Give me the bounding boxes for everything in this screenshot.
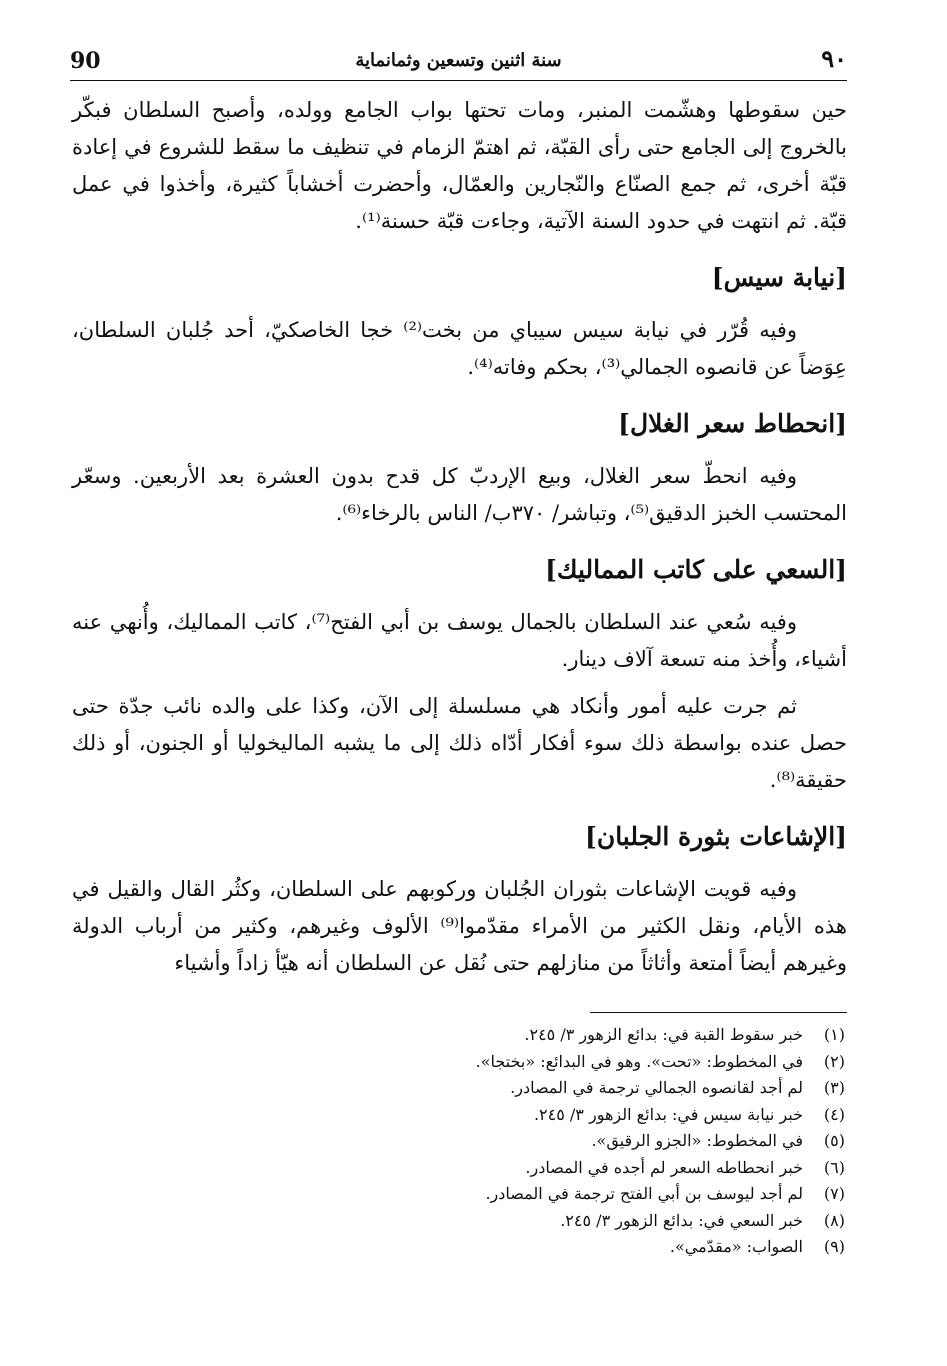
footnote-text: خبر نيابة سيس في: بدائع الزهور ٣/ ٢٤٥. bbox=[533, 1104, 803, 1124]
footnote-number: (٨) bbox=[823, 1210, 845, 1230]
footnote-text: لم أجد لقانصوه الجمالي ترجمة في المصادر. bbox=[510, 1078, 803, 1097]
heading-mamluk-scribe: [السعي على كاتب المماليك] bbox=[545, 555, 847, 584]
footnote-divider bbox=[590, 1012, 847, 1013]
footnote bbox=[100, 1234, 847, 1261]
footnote bbox=[100, 1049, 847, 1076]
footnote-number: (٧) bbox=[823, 1184, 845, 1203]
footnote-number: (٦) bbox=[823, 1157, 845, 1177]
page-header bbox=[70, 40, 847, 81]
heading-sis-governorship: [نيابة سيس] bbox=[711, 263, 847, 292]
paragraph-sis-governorship: وفيه قُرّر في نيابة سيس سيباي من بخت⁽²⁾ خجا الخاصكيّ، أحد جُلبان السلطان، عِوَضاً عن قانصوه الجمالي⁽³⁾، بحكم وفاته⁽⁴⁾. bbox=[72, 318, 847, 379]
page-number-arabic: ٩٠ bbox=[821, 44, 847, 73]
footnote bbox=[100, 1075, 847, 1102]
footnote-number: (٩) bbox=[823, 1237, 845, 1256]
main-text bbox=[72, 92, 847, 982]
paragraph-julban-revolt: وفيه قويت الإشاعات بثوران الجُلبان وركوبهم على السلطان، وكثُر القال والقيل في هذه الأيام، ونقل الكثير من الأمراء مقدّموا⁽⁹⁾ الألوف وغيرهم، وكثير من أرباب الدولة وغيرهم أيضاً أمتعة وأثاثاً من منازلهم حتى نُقل عن السلطان أنه هيّأ زاداً وأشياء bbox=[72, 877, 847, 975]
heading-grain-price-drop: [انحطاط سعر الغلال] bbox=[618, 409, 847, 438]
heading-julban-revolt: [الإشاعات بثورة الجلبان] bbox=[585, 822, 847, 851]
footnote bbox=[100, 1022, 847, 1049]
running-title: سنة اثنين وتسعين وثمانماية bbox=[355, 50, 562, 71]
footnotes-list bbox=[100, 1022, 847, 1261]
footnote-text: خبر سقوط القبة في: بدائع الزهور ٣/ ٢٤٥. bbox=[524, 1025, 803, 1044]
paragraph-misfortunes: ثم جرت عليه أمور وأنكاد هي مسلسلة إلى الآن، وكذا على والده نائب جدّة حتى حصل عنده بواسطة ذلك سوء أفكار أدّاه ذلك إلى ما يشبه الماليخوليا أو الجنون، أو ذلك حقيقة⁽⁸⁾. bbox=[72, 694, 847, 792]
footnote-number: (٢) bbox=[823, 1051, 845, 1071]
footnote-number: (٥) bbox=[823, 1131, 845, 1150]
footnote-number: (٤) bbox=[823, 1104, 845, 1124]
paragraph-dome-collapse: حين سقوطها وهشّمت المنبر، ومات تحتها بواب الجامع وولده، وأصبح السلطان فبكّر بالخروج إلى الجامع حتى رأى القبّة، ثم اهتمّ الزمام في تنظيف ما سقط للشروع في إعادة قبّة أخرى، ثم جمع الصنّاع والنّجارين والعمّال، وأحضرت أخشاباً كثيرة، وأخذوا في عمل قبّة. ثم انتهت في حدود السنة الآتية، وجاءت قبّة حسنة⁽¹⁾. bbox=[72, 98, 847, 233]
paragraph-grain-price-drop: وفيه انحطّ سعر الغلال، وبيع الإردبّ كل قدح بدون العشرة بعد الأربعين. وسعّر المحتسب الخبز الدقيق⁽⁵⁾، وتباشر/ ٣٧٠ب/ الناس بالرخاء⁽⁶⁾. bbox=[72, 464, 847, 525]
page-number-latin: 90 bbox=[70, 48, 101, 74]
paragraph-mamluk-scribe: وفيه سُعي عند السلطان بالجمال يوسف بن أبي الفتح⁽⁷⁾، كاتب المماليك، وأُنهي عنه أشياء، وأُخذ منه تسعة آلاف دينار. bbox=[72, 610, 847, 671]
footnote bbox=[100, 1181, 847, 1208]
footnote bbox=[100, 1155, 847, 1182]
footnote bbox=[100, 1208, 847, 1235]
footnote bbox=[100, 1128, 847, 1155]
footnote bbox=[100, 1102, 847, 1129]
footnote-text: الصواب: «مقدّمي». bbox=[669, 1237, 803, 1256]
footnote-text: خبر السعي في: بدائع الزهور ٣/ ٢٤٥. bbox=[560, 1210, 803, 1230]
footnote-number: (٣) bbox=[823, 1078, 845, 1097]
footnote-number: (١) bbox=[823, 1025, 845, 1044]
footnote-text: في المخطوط: «الجزو الرقيق». bbox=[591, 1131, 803, 1150]
footnote-text: خبر انحطاطه السعر لم أجده في المصادر. bbox=[525, 1157, 803, 1177]
footnote-text: في المخطوط: «تحت». وهو في البدائع: «بختجا». bbox=[475, 1051, 803, 1071]
footnote-text: لم أجد ليوسف بن أبي الفتح ترجمة في المصادر. bbox=[485, 1184, 803, 1203]
